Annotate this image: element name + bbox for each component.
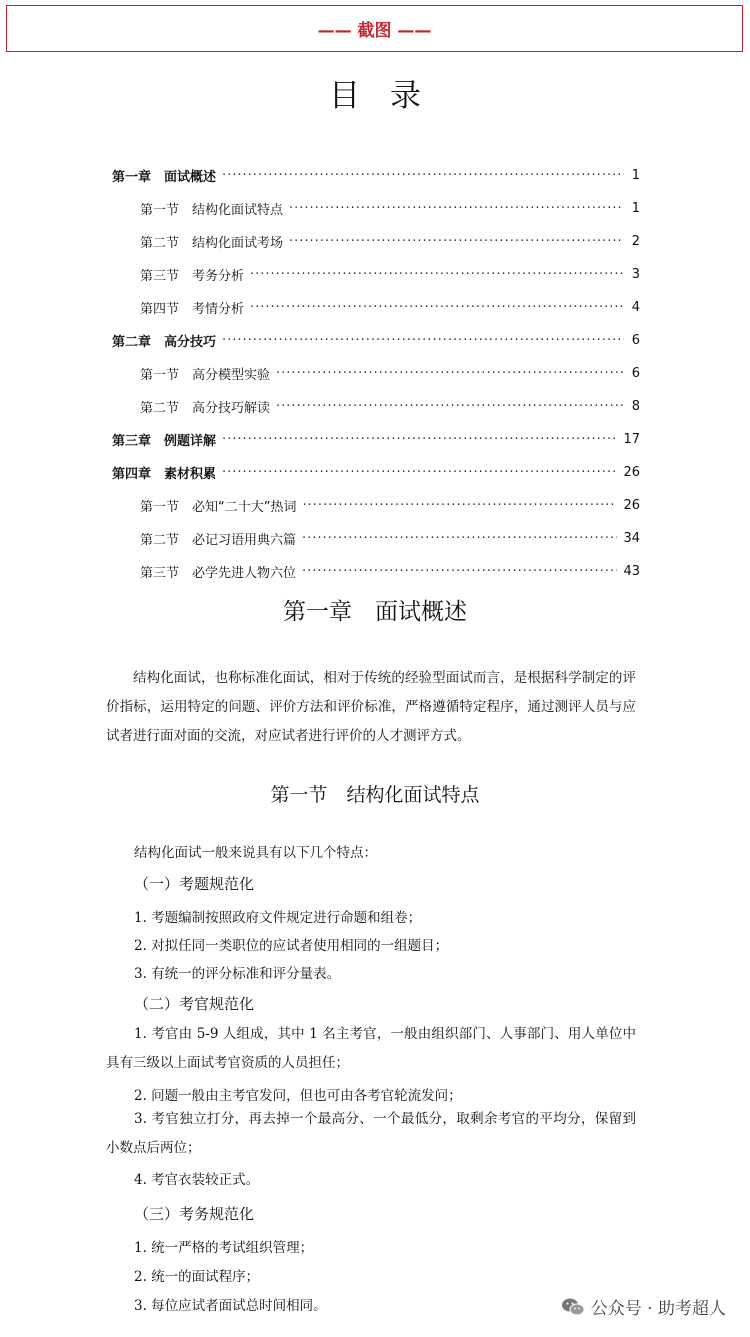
toc-entry-label: 第三节 必学先进人物六位 [140,565,297,581]
toc-entry-page: 34 [623,530,640,546]
toc-entry[interactable] [140,230,640,252]
watermark-text: 公众号 · 助考超人 [590,1299,726,1319]
list-item: 3. 有统一的评分标准和评分量表。 [134,966,341,982]
list-item: 3. 每位应试者面试总时间相同。 [134,1298,327,1314]
toc-entry-page: 17 [623,431,640,447]
subsection-title: （三）考务规范化 [134,1205,255,1223]
toc-leader-dots [250,300,624,315]
list-item: 1. 考官由 5-9 人组成，其中 1 名主考官，一般由组织部门、人事部门、用人单位中具有三级以上面试考官资质的人员担任； [106,1026,636,1071]
toc-entry-label: 第四节 考情分析 [140,301,245,317]
toc-entry[interactable] [140,362,640,384]
toc-leader-dots [302,531,617,546]
toc-entry[interactable] [140,494,640,516]
toc-entry[interactable] [140,263,640,285]
toc-entry[interactable] [140,197,640,219]
toc-entry-label: 第一节 高分模型实验 [140,367,271,383]
toc-entry-page: 2 [631,233,640,249]
toc-leader-dots [289,234,624,249]
toc-entry-page: 43 [623,563,640,579]
toc-entry-label: 第三章 例题详解 [112,433,217,449]
toc-entry[interactable] [140,395,640,417]
section-lead-paragraph: 结构化面试一般来说具有以下几个特点： [134,845,377,861]
toc-entry[interactable] [140,560,640,582]
toc-entry-label: 第二节 必记习语用典六篇 [140,532,297,548]
list-item: 2. 问题一般由主考官发问，但也可由各考官轮流发问； [134,1088,462,1104]
toc-entry-label: 第二章 高分技巧 [112,334,217,350]
screenshot-banner: —— 截图 —— [6,5,743,52]
toc-entry-label: 第一章 面试概述 [112,169,217,185]
toc-entry-page: 1 [631,200,640,216]
list-item: 2. 对拟任同一类职位的应试者使用相同的一组题目； [134,938,449,954]
toc-entry-label: 第一节 必知“二十大”热词 [140,499,297,515]
toc-entry[interactable] [140,296,640,318]
toc-leader-dots [222,465,617,480]
toc-entry-label: 第一节 结构化面试特点 [140,202,284,218]
toc-entry-label: 第二节 高分技巧解读 [140,400,271,416]
toc-entry-page: 1 [631,167,640,183]
section-heading: 第一节 结构化面试特点 [270,784,480,806]
toc-entry-page: 6 [631,332,640,348]
toc-leader-dots [302,564,617,579]
chapter-heading: 第一章 面试概述 [283,599,467,625]
toc-entry-page: 3 [631,266,640,282]
list-item: 4. 考官衣装较正式。 [134,1172,260,1188]
watermark [561,1294,726,1319]
toc-leader-dots [289,201,624,216]
toc-entry[interactable] [112,164,640,186]
toc-leader-dots [250,267,624,282]
toc-entry-label: 第四章 素材积累 [112,466,217,482]
toc-entry[interactable] [140,527,640,549]
toc-leader-dots [302,498,617,513]
toc-title: 目录 [329,78,451,114]
list-item: 3. 考官独立打分，再去掉一个最高分、一个最低分，取剩余考官的平均分，保留到小数点后两位； [106,1111,636,1156]
toc-entry[interactable] [112,428,640,450]
toc-entry-label: 第二节 结构化面试考场 [140,235,284,251]
toc-entry[interactable] [112,329,640,351]
toc-entry[interactable] [112,461,640,483]
list-item: 1. 考题编制按照政府文件规定进行命题和组卷； [134,910,422,926]
wechat-icon [561,1297,585,1317]
list-item: 2. 统一的面试程序； [134,1269,260,1285]
list-item: 1. 统一严格的考试组织管理； [134,1240,314,1256]
toc-leader-dots [276,366,624,381]
toc-entry-page: 6 [631,365,640,381]
toc-leader-dots [222,333,624,348]
toc-leader-dots [222,168,624,183]
chapter-intro-paragraph: 结构化面试，也称标准化面试，相对于传统的经验型面试而言，是根据科学制定的评价指标，运用特定的问题、评价方法和评价标准，严格遵循特定程序，通过测评人员与应试者进行面对面的交流，对应试者进行评价的人才测评方式。 [106,670,636,744]
toc-leader-dots [276,399,624,414]
toc-entry-page: 26 [623,464,640,480]
subsection-title: （二）考官规范化 [134,995,255,1013]
toc-entry-page: 4 [631,299,640,315]
toc-entry-label: 第三节 考务分析 [140,268,245,284]
toc-entry-page: 26 [623,497,640,513]
toc-entry-page: 8 [631,398,640,414]
toc-leader-dots [222,432,617,447]
subsection-title: （一）考题规范化 [134,875,255,893]
